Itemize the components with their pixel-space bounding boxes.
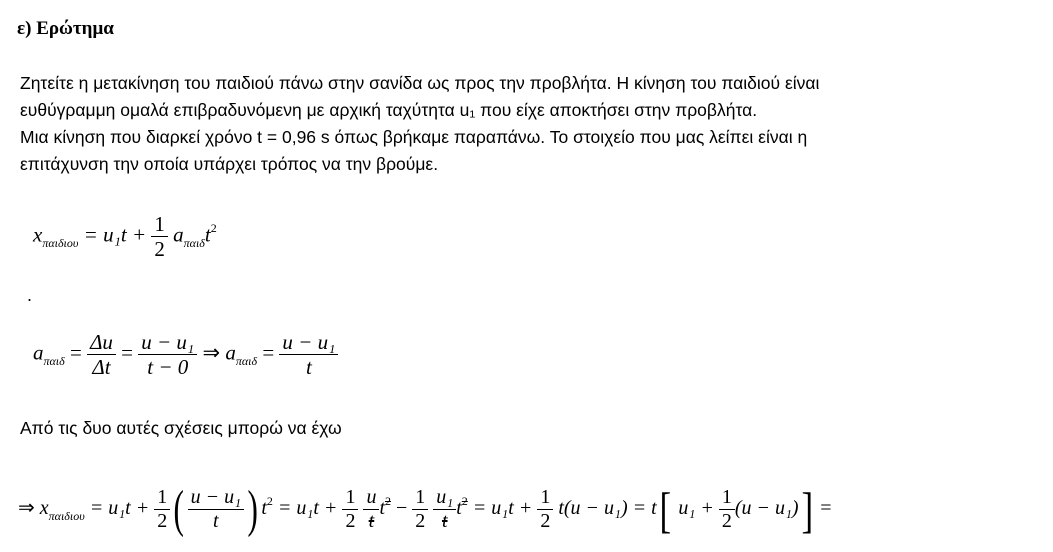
eq3-close-paren: ) (247, 481, 258, 538)
eq1-half-num: 1 (151, 212, 168, 237)
eq2-equals-2: = (121, 340, 133, 365)
combined-equation (18, 480, 832, 539)
eq1-t-var: t (204, 222, 211, 247)
eq2-rhs-var: a (225, 340, 236, 365)
eq3-half-fraction-2 (342, 486, 358, 533)
paragraph-line-3: Μια κίνηση που διαρκεί χρόνο t = 0,96 s όπως βρήκαμε παραπάνω. Το στοιχείο που μας λείπει είναι η (20, 127, 808, 147)
eq3-half-fraction-5 (719, 486, 735, 533)
eq3-cancel-fraction-2 (433, 486, 456, 533)
eq3-sq: 2 (266, 494, 273, 509)
eq3-implies: ⇒ (18, 497, 35, 520)
acceleration-equation (33, 330, 338, 379)
paragraph-line-2: ευθύγραμμη ομαλά επιβραδυνόμενη με αρχική ταχύτητα u₁ που είχε αποκτήσει στην προβλήτα. (20, 100, 758, 120)
eq3-t-sq: t (261, 497, 267, 520)
eq3-half2-num: 1 (342, 486, 358, 510)
eq3-open-paren: ( (173, 481, 185, 538)
eq3-mid-exp: 2 (385, 494, 391, 509)
eq2-equals-1: = (69, 340, 82, 365)
eq3-inner-den: t (213, 510, 219, 532)
eq2-frac3-num: u − u₁ (279, 330, 338, 355)
eq3-trailing: = (820, 497, 832, 520)
eq2-frac3-den: t (305, 355, 312, 380)
eq2-fraction-2 (138, 330, 197, 379)
derivation-sentence: Από τις δυο αυτές σχέσεις μπορώ να έχω (20, 418, 342, 438)
eq1-lhs-sub: παιδιου (42, 236, 79, 251)
eq3-close-bracket: ] (801, 481, 813, 538)
eq2-frac1-den: Δt (92, 355, 111, 380)
eq3-lhs-sub: παιδιου (48, 509, 85, 524)
eq3-lhs-var: x (39, 497, 49, 520)
eq2-equals-3: = (262, 340, 275, 365)
eq2-rhs-sub: παιδ (235, 354, 258, 369)
displacement-equation (33, 212, 217, 261)
eq1-term1: = u₁t + (83, 222, 147, 247)
eq3-part1: = u₁t + (89, 497, 150, 520)
eq2-frac2-den: t − 0 (147, 355, 189, 380)
eq1-acc-var: a (173, 222, 184, 247)
paragraph-line-1: Ζητείτε η μετακίνηση του παιδιού πάνω στην σανίδα ως προς την προβλήτα. Η κίνηση του παιδιού είναι (20, 73, 820, 93)
eq3-half3-den: 2 (415, 510, 426, 532)
eq3-half3-num: 1 (412, 486, 428, 510)
eq3-half1-den: 2 (157, 510, 168, 532)
eq3-half2-den: 2 (345, 510, 356, 532)
eq3-half5-num: 1 (719, 486, 735, 510)
eq3-half4-den: 2 (540, 510, 551, 532)
eq1-half-fraction (151, 212, 168, 261)
section-heading: ε) Ερώτημα (17, 18, 114, 39)
eq3-inner-num: u − u₁ (188, 486, 244, 510)
eq3-half4-num: 1 (537, 486, 553, 510)
eq2-frac2-num: u − u₁ (138, 330, 197, 355)
eq3-half-fraction-3 (412, 486, 428, 533)
eq3-mid-t: t (379, 497, 385, 520)
eq3-inner-fraction (188, 486, 244, 533)
eq3-cancel2-num: u₁ (433, 486, 456, 510)
eq3-half-fraction-1 (154, 486, 170, 533)
eq1-acc-sub: παιδ (183, 236, 205, 251)
eq3-cancel1-num: u (363, 486, 379, 510)
eq3-part2: = u₁t + (277, 497, 338, 520)
paragraph-line-4: επιτάχυνση την οποία υπάρχει τρόπος να την βρούμε. (20, 154, 439, 174)
eq3-open-bracket: [ (659, 481, 671, 538)
eq2-frac1-num: Δu (87, 330, 116, 355)
eq2-implies: ⇒ (202, 340, 221, 365)
eq1-lhs-var: x (33, 222, 43, 247)
eq3-bracket-start: u₁ + (678, 497, 714, 520)
eq3-half1-num: 1 (154, 486, 170, 510)
eq3-part3: = u₁t + (472, 497, 533, 520)
eq3-cancel2-den: t (441, 510, 448, 532)
eq3-minus: − (396, 497, 408, 520)
eq2-fraction-3 (279, 330, 338, 379)
eq3-end-t: t (456, 497, 462, 520)
eq3-half5-den: 2 (721, 510, 732, 532)
stray-dot: . (27, 285, 33, 305)
eq2-fraction-1 (87, 330, 116, 379)
eq3-cancel-fraction-1 (363, 486, 379, 533)
eq3-cancel1-den: t (368, 510, 375, 532)
eq3-bracket-end: (u − u₁) (734, 497, 799, 520)
eq3-part4: t(u − u₁) = t (558, 497, 657, 520)
eq2-lhs-sub: παιδ (43, 354, 65, 369)
eq3-end-exp: 2 (461, 494, 468, 509)
eq1-half-den: 2 (154, 237, 165, 262)
eq1-t-exp: 2 (210, 221, 217, 236)
problem-paragraph (20, 70, 1050, 178)
eq2-lhs-var: a (33, 340, 44, 365)
eq3-half-fraction-4 (537, 486, 553, 533)
